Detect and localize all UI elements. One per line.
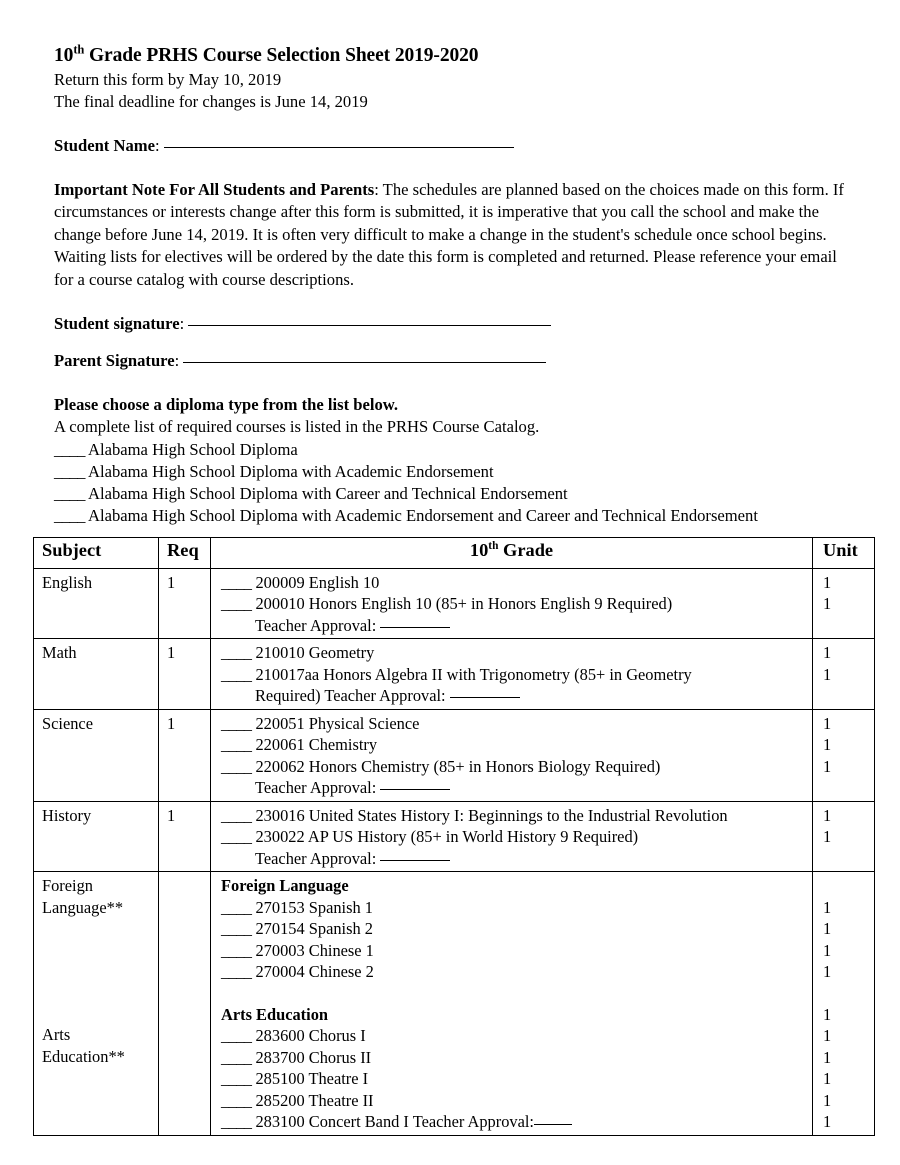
- cell-req: 1: [159, 639, 211, 709]
- diploma-option-label: Alabama High School Diploma with Career and Technical Endorsement: [84, 483, 568, 503]
- cell-course-options: [211, 801, 813, 871]
- diploma-section-heading: Please choose a diploma type from the list below.: [54, 395, 398, 415]
- course-option[interactable]: [221, 1068, 808, 1089]
- final-deadline-line: The final deadline for changes is June 14, 2019: [54, 91, 368, 111]
- unit-value: 1: [823, 805, 832, 825]
- table-row: [34, 569, 875, 639]
- course-option-blank[interactable]: ____: [221, 1069, 252, 1089]
- course-option-blank[interactable]: ____: [221, 735, 252, 755]
- parent-signature-colon: :: [174, 351, 180, 371]
- cell-course-options: [211, 709, 813, 801]
- course-option-blank[interactable]: ____: [221, 594, 252, 614]
- table-header: [34, 538, 875, 569]
- course-option-label: 285100 Theatre I: [251, 1069, 369, 1089]
- diploma-option-label: Alabama High School Diploma with Academic Endorsement and Career and Technical Endorsement: [84, 505, 758, 525]
- cell-course-options: [211, 569, 813, 639]
- course-option-blank[interactable]: ____: [221, 919, 252, 939]
- page-title-ordinal-suffix: th: [73, 42, 85, 57]
- diploma-option-checkbox-blank[interactable]: ____: [54, 483, 85, 503]
- diploma-option-0[interactable]: [54, 439, 846, 461]
- teacher-approval-input[interactable]: [534, 1124, 572, 1125]
- course-option-blank[interactable]: ____: [221, 1112, 252, 1132]
- cell-unit: [813, 872, 875, 1135]
- course-option-blank[interactable]: ____: [221, 1090, 252, 1110]
- student-signature-colon: :: [179, 314, 185, 334]
- table-row: [34, 872, 875, 1135]
- teacher-approval-label: Teacher Approval:: [255, 615, 381, 635]
- spacer: [54, 334, 846, 351]
- important-note-label: Important Note For All Students and Parents: [54, 179, 375, 199]
- course-option-label: 285200 Theatre II: [251, 1090, 374, 1110]
- course-option-label: 283700 Chorus II: [251, 1047, 372, 1067]
- diploma-option-checkbox-blank[interactable]: ____: [54, 461, 85, 481]
- cell-course-options: [211, 639, 813, 709]
- course-option[interactable]: [221, 961, 808, 982]
- student-name-label: Student Name: [54, 135, 155, 155]
- cell-unit: [813, 709, 875, 801]
- course-option[interactable]: [221, 734, 808, 755]
- subject-label: Science: [42, 713, 93, 733]
- course-option[interactable]: [221, 1090, 808, 1111]
- course-option[interactable]: [221, 1111, 808, 1132]
- subject-label: English: [42, 573, 93, 592]
- subject-label: Arts: [42, 1025, 71, 1045]
- unit-value: 1: [823, 643, 832, 663]
- course-option-blank[interactable]: ____: [221, 713, 252, 733]
- course-option-label: 230016 United States History I: Beginnings to the Industrial Revolution: [251, 805, 728, 825]
- diploma-option-label: Alabama High School Diploma: [84, 439, 298, 459]
- course-option-label: 283100 Concert Band I Teacher Approval:: [251, 1112, 534, 1132]
- column-header-grade-number: 10: [469, 540, 489, 560]
- student-signature-field-row: [54, 314, 846, 334]
- cell-subject: [34, 801, 159, 871]
- unit-value: 1: [823, 1090, 832, 1110]
- diploma-options-list: [54, 439, 846, 527]
- column-header-grade-ordinal: th: [488, 539, 499, 552]
- cell-subject: [34, 569, 159, 639]
- cell-req: [159, 872, 211, 1135]
- unit-value: 1: [823, 827, 832, 847]
- course-option-label: 270154 Spanish 2: [251, 919, 373, 939]
- course-option[interactable]: [221, 805, 808, 826]
- subject-label: Math: [42, 643, 77, 663]
- cell-subject: [34, 872, 159, 1135]
- course-option-label: 210010 Geometry: [251, 643, 375, 663]
- column-header-subject: Subject: [34, 538, 159, 569]
- course-option-blank[interactable]: ____: [221, 940, 252, 960]
- cell-unit: [813, 569, 875, 639]
- spacer: [54, 113, 846, 136]
- course-option-label: 210017aa Honors Algebra II with Trigonometry (85+ in Geometry: [251, 664, 692, 684]
- important-note-paragraph: [54, 179, 844, 292]
- course-option[interactable]: [221, 897, 808, 918]
- teacher-approval-input[interactable]: [450, 697, 520, 698]
- diploma-option-checkbox-blank[interactable]: ____: [54, 505, 85, 525]
- column-header-grade: [211, 538, 813, 569]
- teacher-approval-input[interactable]: [380, 789, 450, 790]
- unit-value: 1: [823, 664, 832, 684]
- course-option-blank[interactable]: ____: [221, 897, 252, 917]
- course-option[interactable]: [221, 572, 808, 593]
- cell-subject: [34, 639, 159, 709]
- cell-req: 1: [159, 709, 211, 801]
- student-signature-input[interactable]: [188, 325, 551, 326]
- unit-value: 1: [823, 897, 832, 917]
- unit-value: 1: [823, 1047, 832, 1067]
- parent-signature-input[interactable]: [183, 362, 546, 363]
- student-signature-label: Student signature: [54, 314, 180, 334]
- parent-signature-label: Parent Signature: [54, 351, 175, 371]
- column-header-unit: Unit: [813, 538, 875, 569]
- course-option-continuation: [221, 848, 808, 869]
- unit-value: 1: [823, 940, 832, 960]
- subject-label-spacer: [42, 918, 154, 1024]
- cell-unit: [813, 639, 875, 709]
- course-option-label: 270004 Chinese 2: [251, 962, 374, 982]
- teacher-approval-label: Teacher Approval:: [255, 778, 381, 798]
- table-header-row: [34, 538, 875, 569]
- cell-unit: [813, 801, 875, 871]
- course-option-label: 200010 Honors English 10 (85+ in Honors English 9 Required): [251, 594, 673, 614]
- subject-label: Education**: [42, 1046, 125, 1066]
- return-date-line: Return this form by May 10, 2019: [54, 69, 282, 89]
- unit-value: 1: [823, 962, 832, 982]
- course-option-blank[interactable]: ____: [221, 756, 252, 776]
- course-option-continuation: [221, 615, 808, 636]
- teacher-approval-label: Teacher Approval:: [255, 848, 381, 868]
- course-option-label: 220062 Honors Chemistry (85+ in Honors Biology Required): [251, 756, 661, 776]
- course-option-blank[interactable]: ____: [221, 573, 252, 592]
- unit-value: 1: [823, 573, 832, 592]
- subject-label: Language**: [42, 897, 124, 917]
- diploma-option-1[interactable]: [54, 461, 846, 483]
- course-selection-table: [33, 537, 875, 1136]
- diploma-option-3[interactable]: [54, 505, 846, 527]
- table-row: [34, 639, 875, 709]
- teacher-approval-input[interactable]: [380, 860, 450, 861]
- spacer: [54, 156, 846, 179]
- diploma-option-checkbox-blank[interactable]: ____: [54, 439, 85, 459]
- table-row: [34, 801, 875, 871]
- course-option-label: 270153 Spanish 1: [251, 897, 373, 917]
- table-body: [34, 569, 875, 1136]
- course-option[interactable]: [221, 918, 808, 939]
- course-option[interactable]: [221, 664, 808, 685]
- course-option-blank[interactable]: ____: [221, 664, 252, 684]
- page-title-grade-number: 10: [54, 45, 74, 66]
- unit-value: 1: [823, 713, 832, 733]
- course-option[interactable]: [221, 756, 808, 777]
- document-body: [54, 44, 846, 527]
- spacer: [54, 291, 846, 314]
- subject-label: History: [42, 805, 92, 825]
- page-title-rest: Grade PRHS Course Selection Sheet 2019-2020: [84, 45, 479, 66]
- course-option[interactable]: [221, 593, 808, 614]
- teacher-approval-input[interactable]: [380, 627, 450, 628]
- course-option[interactable]: [221, 642, 808, 663]
- course-option-blank[interactable]: ____: [221, 805, 252, 825]
- unit-value: 1: [823, 594, 832, 614]
- diploma-section-subheading: A complete list of required courses is listed in the PRHS Course Catalog.: [54, 417, 540, 437]
- spacer: [54, 371, 846, 394]
- unit-value: 1: [823, 735, 832, 755]
- course-option-blank[interactable]: ____: [221, 643, 252, 663]
- course-option-label: 283600 Chorus I: [251, 1026, 366, 1046]
- student-name-input[interactable]: [164, 147, 514, 148]
- course-option[interactable]: [221, 1047, 808, 1068]
- course-option-label: 230022 AP US History (85+ in World History 9 Required): [251, 827, 639, 847]
- subject-label: Foreign: [42, 876, 93, 896]
- unit-value: 1: [823, 919, 832, 939]
- important-note-body: : The schedules are planned based on the choices made on this form. If circumstances or interests change after this form is submitted, it is imperative that you call the school and make the change before June 14, 2019. It is often very difficult to make a change in the student's schedule once school begins. Waiting lists for electives will be ordered by the date this form is completed and returned. Please reference your email for a course catalog with course descriptions.: [54, 179, 844, 289]
- course-option-continuation: [221, 777, 808, 798]
- course-option-label: 220061 Chemistry: [251, 735, 378, 755]
- course-option-continuation: [221, 685, 808, 706]
- column-header-req: Req: [159, 538, 211, 569]
- course-group-heading: Arts Education: [221, 1004, 329, 1024]
- course-option-blank[interactable]: ____: [221, 962, 252, 982]
- unit-value: 1: [823, 756, 832, 776]
- unit-value: 1: [823, 1026, 832, 1046]
- cell-req: 1: [159, 569, 211, 639]
- course-option-label: 220051 Physical Science: [251, 713, 420, 733]
- unit-spacer: [823, 983, 870, 1004]
- course-option-label: 200009 English 10: [251, 573, 380, 592]
- course-option[interactable]: [221, 713, 808, 734]
- cell-req: 1: [159, 801, 211, 871]
- course-option[interactable]: [221, 1025, 808, 1046]
- teacher-approval-label: Required) Teacher Approval:: [255, 686, 450, 706]
- course-option-blank[interactable]: ____: [221, 1026, 252, 1046]
- cell-subject: [34, 709, 159, 801]
- unit-value: 1: [823, 1004, 832, 1024]
- course-option-label: 270003 Chinese 1: [251, 940, 374, 960]
- table-row: [34, 709, 875, 801]
- page-title: [54, 44, 846, 68]
- unit-value: 1: [823, 1112, 832, 1132]
- diploma-option-label: Alabama High School Diploma with Academic Endorsement: [84, 461, 494, 481]
- course-option-blank[interactable]: ____: [221, 827, 252, 847]
- course-option[interactable]: [221, 826, 808, 847]
- course-group-spacer: [221, 983, 808, 1004]
- diploma-option-2[interactable]: [54, 483, 846, 505]
- course-option[interactable]: [221, 940, 808, 961]
- cell-course-options: [211, 872, 813, 1135]
- course-group-heading: Foreign Language: [221, 876, 349, 896]
- student-name-colon: :: [154, 135, 160, 155]
- unit-value: 1: [823, 1069, 832, 1089]
- column-header-grade-word: Grade: [498, 540, 554, 560]
- parent-signature-field-row: [54, 351, 846, 371]
- student-name-field-row: [54, 136, 846, 156]
- course-option-blank[interactable]: ____: [221, 1047, 252, 1067]
